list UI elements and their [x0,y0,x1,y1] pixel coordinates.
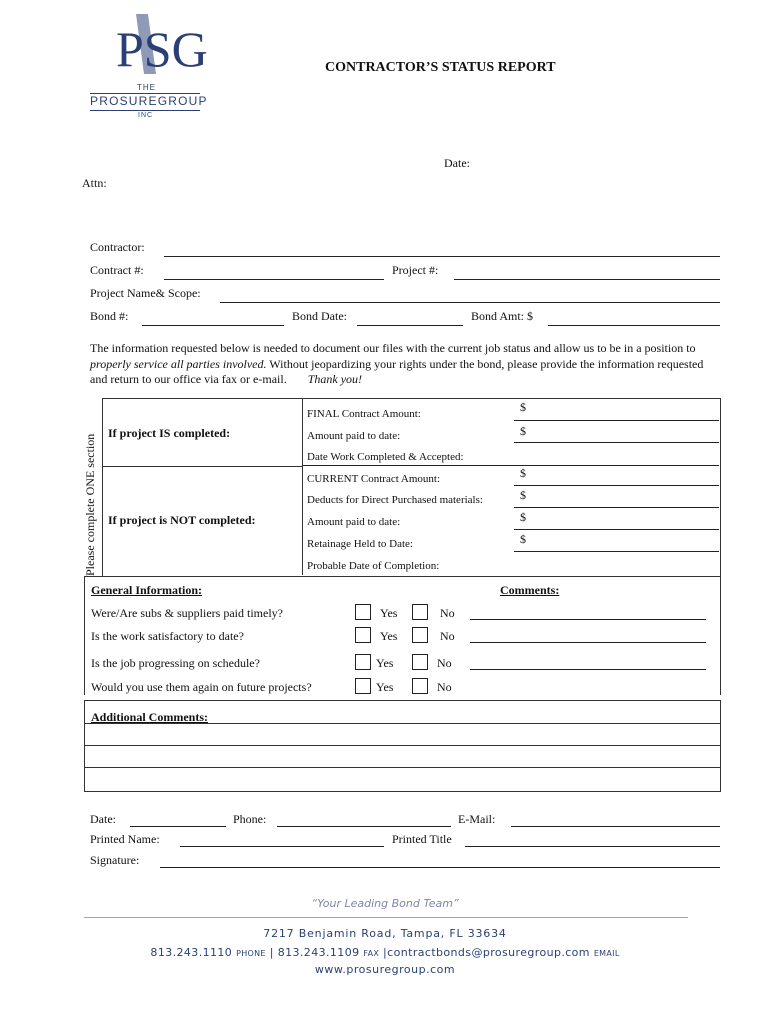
amount-paid2-field[interactable] [514,529,719,530]
signoff-email-field[interactable] [511,826,720,827]
comments-heading: Comments: [500,583,560,597]
intro-paragraph: The information requested below is needed to document our files with the current job status and allow us to be in a position to properly service all parties involved. Without jeopardizing your rights under the bond, please provide the information requested and return to our office via fax or e-mail. Thank you! [90,341,704,386]
status-divider [102,466,302,467]
project-name-label: Project Name& Scope: [90,286,201,300]
deducts-label: Deducts for Direct Purchased materials: [307,494,483,506]
signoff-date-field[interactable] [130,826,226,827]
tagline: “Your Leading Bond Team” [311,897,459,910]
general-heading: General Information: [91,583,202,597]
signature-field[interactable] [160,867,720,868]
bond-amt-field[interactable] [548,325,720,326]
date-completed-field[interactable] [302,465,719,466]
bond-date-field[interactable] [357,325,463,326]
footer-fax-label: FAX [363,949,380,958]
printed-name-field[interactable] [180,846,384,847]
amount-paid2-label: Amount paid to date: [307,516,401,528]
question-3: Is the job progressing on schedule? [91,656,260,670]
attn-label: Attn: [82,176,107,190]
q1-comment-field[interactable] [470,619,706,620]
page-title: CONTRACTOR’S STATUS REPORT [325,60,556,75]
dollar-4: $ [520,488,526,502]
bond-date-label: Bond Date: [292,309,347,323]
dollar-1: $ [520,400,526,414]
logo-company: PROSUREGROUP [90,94,208,108]
svg-text:PSG: PSG [116,21,208,77]
q4-no-label: No [437,680,452,694]
current-contract-field[interactable] [514,485,719,486]
dollar-3: $ [520,466,526,480]
bond-no-field[interactable] [142,325,284,326]
completed-label: If project IS completed: [108,426,231,440]
q4-yes-label: Yes [376,680,394,694]
logo-inc: INC [138,112,154,119]
contract-no-field[interactable] [164,279,384,280]
bond-no-label: Bond #: [90,309,129,323]
signoff-phone-field[interactable] [277,826,451,827]
not-completed-label: If project is NOT completed: [108,513,256,527]
footer-address: 7217 Benjamin Road, Tampa, FL 33634 [263,927,507,940]
question-4: Would you use them again on future projects? [91,680,312,694]
question-1: Were/Are subs & suppliers paid timely? [91,606,283,620]
q2-yes-label: Yes [380,629,398,643]
q1-no-label: No [440,606,455,620]
q2-no-checkbox[interactable] [412,627,428,643]
q1-no-checkbox[interactable] [412,604,428,620]
footer-contact [0,946,770,959]
q2-comment-field[interactable] [470,642,706,643]
footer-sep-2: | [383,946,388,959]
dollar-5: $ [520,510,526,524]
project-no-label: Project #: [392,263,439,277]
bond-amt-label: Bond Amt: $ [471,309,534,323]
dollar-2: $ [520,424,526,438]
dollar-6: $ [520,532,526,546]
retainage-field[interactable] [514,551,719,552]
q3-yes-checkbox[interactable] [355,654,371,670]
footer-phone-label: PHONE [236,949,266,958]
final-contract-label: FINAL Contract Amount: [307,408,421,420]
date-label: Date: [444,156,470,170]
printed-name-label: Printed Name: [90,832,160,846]
q3-yes-label: Yes [376,656,394,670]
additional-line-3[interactable] [84,767,720,768]
q4-no-checkbox[interactable] [412,678,428,694]
footer-rule [84,917,688,918]
q3-comment-field[interactable] [470,669,706,670]
footer-phone: 813.243.1110 [150,946,233,959]
side-label: Please complete ONE section [83,433,97,576]
final-contract-field[interactable] [514,420,719,421]
q3-no-checkbox[interactable] [412,654,428,670]
footer-email-link[interactable]: contractbonds@prosuregroup.com [387,946,590,959]
contractor-label: Contractor: [90,240,145,254]
probable-date-label: Probable Date of Completion: [307,560,440,572]
q1-yes-label: Yes [380,606,398,620]
project-no-field[interactable] [454,279,720,280]
additional-line-2[interactable] [84,745,720,746]
logo [114,14,208,77]
logo-the: THE [137,83,156,92]
q2-yes-checkbox[interactable] [355,627,371,643]
q4-yes-checkbox[interactable] [355,678,371,694]
q3-no-label: No [437,656,452,670]
footer-sep-1: | [269,946,274,959]
logo-monogram-icon [114,14,208,77]
signature-label: Signature: [90,853,140,867]
status-col-divider [302,398,303,575]
current-contract-label: CURRENT Contract Amount: [307,473,441,485]
logo-rule-bottom [90,110,200,111]
contractor-field[interactable] [164,256,720,257]
q2-no-label: No [440,629,455,643]
amount-paid-label: Amount paid to date: [307,430,401,442]
retainage-label: Retainage Held to Date: [307,538,413,550]
q1-yes-checkbox[interactable] [355,604,371,620]
footer-website-link[interactable]: www.prosuregroup.com [314,963,456,976]
date-completed-label: Date Work Completed & Accepted: [307,451,464,463]
footer-fax: 813.243.1109 [277,946,360,959]
additional-line-1[interactable] [84,723,720,724]
printed-title-label: Printed Title [392,832,452,846]
signoff-date-label: Date: [90,812,116,826]
amount-paid-field[interactable] [514,442,719,443]
question-2: Is the work satisfactory to date? [91,629,244,643]
deducts-field[interactable] [514,507,719,508]
contract-no-label: Contract #: [90,263,144,277]
signoff-phone-label: Phone: [233,812,267,826]
project-name-field[interactable] [220,302,720,303]
footer-email-label: EMAIL [593,949,620,958]
signoff-email-label: E-Mail: [458,812,496,826]
additional-heading: Additional Comments: [91,710,209,724]
printed-title-field[interactable] [465,846,720,847]
